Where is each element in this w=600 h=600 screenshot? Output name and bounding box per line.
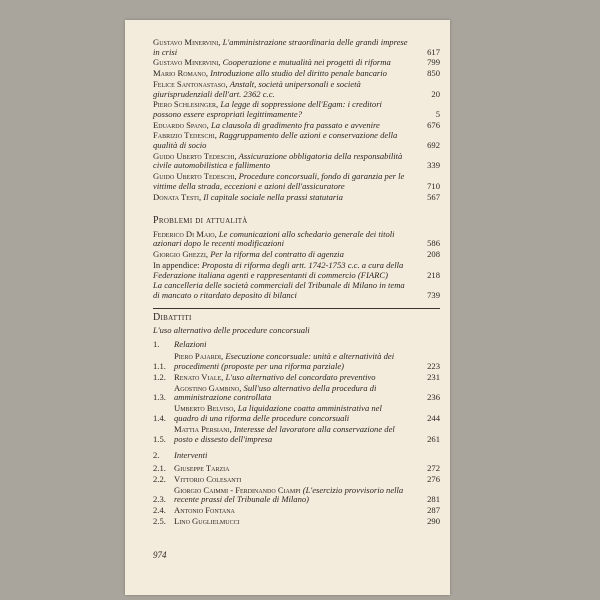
list-item: 1.5. Mattia Persiani, Interesse del lavoratore alla conservazione del posto e dissesto dell'impresa 261 xyxy=(153,424,440,444)
entry-title: La liquidazione coatta amministrativa nel quadro di una riforma delle procedure concorsuali xyxy=(174,403,382,424)
entry-author: Eduardo Spano xyxy=(153,119,207,130)
entry-title: La cancelleria delle società commerciali del Tribunale di Milano in tema di mancato o ritardato deposito di bilanci xyxy=(153,280,405,300)
entry-author: Guido Uberto Tedeschi xyxy=(153,150,235,161)
entry-page: 218 xyxy=(427,269,440,280)
entry-page: 617 xyxy=(427,46,440,57)
list-item: Guido Uberto Tedeschi, Assicurazione obbligatoria della responsabilità civile automobilistica e fallimento 339 xyxy=(153,150,440,171)
list-item: 1.4. Umberto Belviso, La liquidazione coatta amministrativa nel quadro di una riforma delle procedure concorsuali 244 xyxy=(153,403,440,424)
entry-author: Mario Romano xyxy=(153,68,206,79)
entry-number: 1.2. xyxy=(153,371,166,382)
entry-page: 850 xyxy=(427,68,440,79)
entry-page: 567 xyxy=(427,191,440,202)
entry-title: Le comunicazioni allo schedario generale dei titoli azionari dopo le recenti modificazioni xyxy=(153,228,395,249)
list-item xyxy=(153,281,440,300)
entry-author: Piero Schlesinger xyxy=(153,99,217,110)
subsection-label: Interventi xyxy=(174,450,208,461)
entry-page: 20 xyxy=(431,88,440,99)
entry-title: Cooperazione e mutualità nei progetti di riforma xyxy=(222,57,391,68)
list-item: 1.3. Agostino Gambino, Sull'uso alternativo della procedura di amministrazione controllata 236 xyxy=(153,382,440,403)
section-heading: Problemi di attualità xyxy=(153,215,248,227)
entry-page: 231 xyxy=(427,371,440,382)
entry-title: Per la riforma del contratto di agenzia xyxy=(210,249,344,260)
entry-title: La legge di soppressione dell'Egam: i creditori possono essere espropriati legittimamente? xyxy=(153,99,382,119)
list-item: Guido Uberto Tedeschi, Procedure concorsuali, fondo di garanzia per le vittime della strada, eccezioni e azioni dell'assicuratore 710 xyxy=(153,171,440,191)
list-item: Fabrizio Tedeschi, Raggruppamento delle azioni e conservazione della qualità di socio 692 xyxy=(153,130,440,151)
entry-author: Renato Viale xyxy=(174,371,222,382)
entry-number: 2.4. xyxy=(153,505,166,516)
list-item: Mario Romano, Introduzione allo studio del diritto penale bancario 850 xyxy=(153,68,440,79)
entry-page: 272 xyxy=(427,462,440,473)
entry-page: 281 xyxy=(427,494,440,505)
entry-title: Anstalt, società unipersonali e società giurisprudenziali dell'art. 2362 c.c. xyxy=(153,78,361,99)
entry-page: 208 xyxy=(427,249,440,260)
entry-author: Gustavo Minervini xyxy=(153,37,219,47)
entry-title: Introduzione allo studio del diritto penale bancario xyxy=(210,68,387,79)
entry-author: Felice Santonastaso xyxy=(153,78,226,89)
entry-title: L'amministrazione straordinaria delle grandi imprese in crisi xyxy=(153,37,408,57)
entry-author: Gustavo Minervini xyxy=(153,57,219,68)
list-item: Donata Testi, Il capitale sociale nella prassi statutaria 567 xyxy=(153,191,440,202)
entry-author: Giuseppe Tarzia xyxy=(174,462,230,473)
entry-author: Vittorio Colesanti xyxy=(174,473,242,484)
entry-title: La clausola di gradimento fra passato e avvenire xyxy=(210,119,380,130)
entry-number: 1.5. xyxy=(153,433,166,444)
list-item: Piero Schlesinger, La legge di soppressione dell'Egam: i creditori possono essere espropriati legittimamente? 5 xyxy=(153,99,440,119)
entry-page: 5 xyxy=(435,108,440,119)
entry-number: 2.2. xyxy=(153,473,166,484)
list-item xyxy=(153,506,440,516)
list-item: Eduardo Spano, La clausola di gradimento fra passato e avvenire 676 xyxy=(153,119,440,130)
entry-number: 1.1. xyxy=(153,360,166,371)
list-item xyxy=(153,475,440,485)
list-item: Gustavo Minervini, L'amministrazione straordinaria delle grandi imprese in crisi 617 xyxy=(153,37,440,57)
list-item: Federico Di Maio, Le comunicazioni allo schedario generale dei titoli azionari dopo le recenti modificazioni 586 xyxy=(153,228,440,249)
list-item: Felice Santonastaso, Anstalt, società unipersonali e società giurisprudenziali dell'art. 2362 c.c. 20 xyxy=(153,78,440,99)
subsection-relazioni xyxy=(153,340,440,350)
entry-author: Giorgio Ghezzi xyxy=(153,249,206,260)
entry-author: Fabrizio Tedeschi xyxy=(153,130,215,141)
section-heading: Dibattiti xyxy=(153,311,192,323)
entry-page: 739 xyxy=(427,289,440,300)
entry-title: Interesse del lavoratore alla conservazione del posto e dissesto dell'impresa xyxy=(174,424,395,444)
entry-title: (L'esercizio provvisorio nella recente prassi del Tribunale di Milano) xyxy=(174,484,404,505)
list-item xyxy=(153,464,440,474)
entries-top xyxy=(153,38,440,202)
section-divider xyxy=(153,308,440,309)
entry-number: 2.5. xyxy=(153,516,166,527)
list-item: 1.1. Piero Pajardi, Esecuzione concorsuale: unità e alternatività dei procedimenti (proposte per una riforma parziale) 223 xyxy=(153,351,440,371)
entry-author: Federico Di Maio xyxy=(153,228,215,239)
entry-author: Mattia Persiani xyxy=(174,424,230,434)
entry-prefix: In appendice: xyxy=(153,259,200,270)
entry-author: Piero Pajardi xyxy=(174,351,222,362)
entry-page: 799 xyxy=(427,57,440,68)
entry-page: 261 xyxy=(427,433,440,444)
subsection-interventi xyxy=(153,451,440,461)
entry-title: Proposta di riforma degli artt. 1742-1753 c.c. a cura della Federazione italiana agenti e rappresentanti di commercio (FIARC) xyxy=(153,259,404,280)
list-item xyxy=(153,261,440,280)
entry-page: 692 xyxy=(427,140,440,151)
page-number: 974 xyxy=(153,550,167,560)
entry-author: Agostino Gambino xyxy=(174,382,240,393)
entry-author: Umberto Belviso xyxy=(174,403,234,414)
entry-author: Guido Uberto Tedeschi xyxy=(153,171,235,182)
section-subtitle: L'uso alternativo delle procedure concorsuali xyxy=(153,325,310,336)
entry-number: 1.4. xyxy=(153,413,166,424)
entry-page: 287 xyxy=(427,505,440,516)
list-item: 1.2. Renato Viale, L'uso alternativo del concordato preventivo 231 xyxy=(153,371,440,382)
entry-title: Assicurazione obbligatoria della responsabilità civile automobilistica e fallimento xyxy=(153,150,403,171)
book-page xyxy=(125,20,450,595)
entry-author: Giorgio Caimmi - Ferdinando Ciampi xyxy=(174,484,301,495)
entry-title: Procedure concorsuali, fondo di garanzia per le vittime della strada, eccezioni e azioni dell'assicuratore xyxy=(153,171,405,191)
entry-number: 2.1. xyxy=(153,462,166,473)
subsection-number: 2. xyxy=(153,450,160,461)
list-item xyxy=(153,517,440,527)
entry-page: 586 xyxy=(427,238,440,249)
entry-title: Esecuzione concorsuale: unità e alternatività dei procedimenti (proposte per una riforma parziale) xyxy=(174,351,395,371)
problemi-section xyxy=(153,216,440,300)
entry-title: Il capitale sociale nella prassi statutaria xyxy=(203,191,343,202)
entry-author: Lino Guglielmucci xyxy=(174,516,240,527)
entry-number: 1.3. xyxy=(153,392,166,403)
entry-title: Raggruppamento delle azioni e conservazione della qualità di socio xyxy=(153,130,398,151)
entry-page: 290 xyxy=(427,516,440,527)
entry-author: Antonio Fontana xyxy=(174,505,235,516)
list-item: Giorgio Ghezzi, Per la riforma del contratto di agenzia 208 xyxy=(153,249,440,260)
dibattiti-section xyxy=(153,313,440,527)
list-item xyxy=(153,486,440,505)
entry-page: 710 xyxy=(427,180,440,191)
entry-title: Sull'uso alternativo della procedura di amministrazione controllata xyxy=(174,382,377,403)
entry-page: 244 xyxy=(427,413,440,424)
list-item: Gustavo Minervini, Cooperazione e mutualità nei progetti di riforma 799 xyxy=(153,57,440,68)
entry-page: 236 xyxy=(427,392,440,403)
entry-author: Donata Testi xyxy=(153,191,199,202)
entry-page: 276 xyxy=(427,473,440,484)
table-of-contents xyxy=(153,38,440,528)
entry-page: 339 xyxy=(427,160,440,171)
entry-title: L'uso alternativo del concordato preventivo xyxy=(225,371,376,382)
entry-number: 2.3. xyxy=(153,494,166,505)
entry-page: 223 xyxy=(427,360,440,371)
entry-page: 676 xyxy=(427,119,440,130)
subsection-label: Relazioni xyxy=(174,338,207,349)
subsection-number: 1. xyxy=(153,338,160,349)
